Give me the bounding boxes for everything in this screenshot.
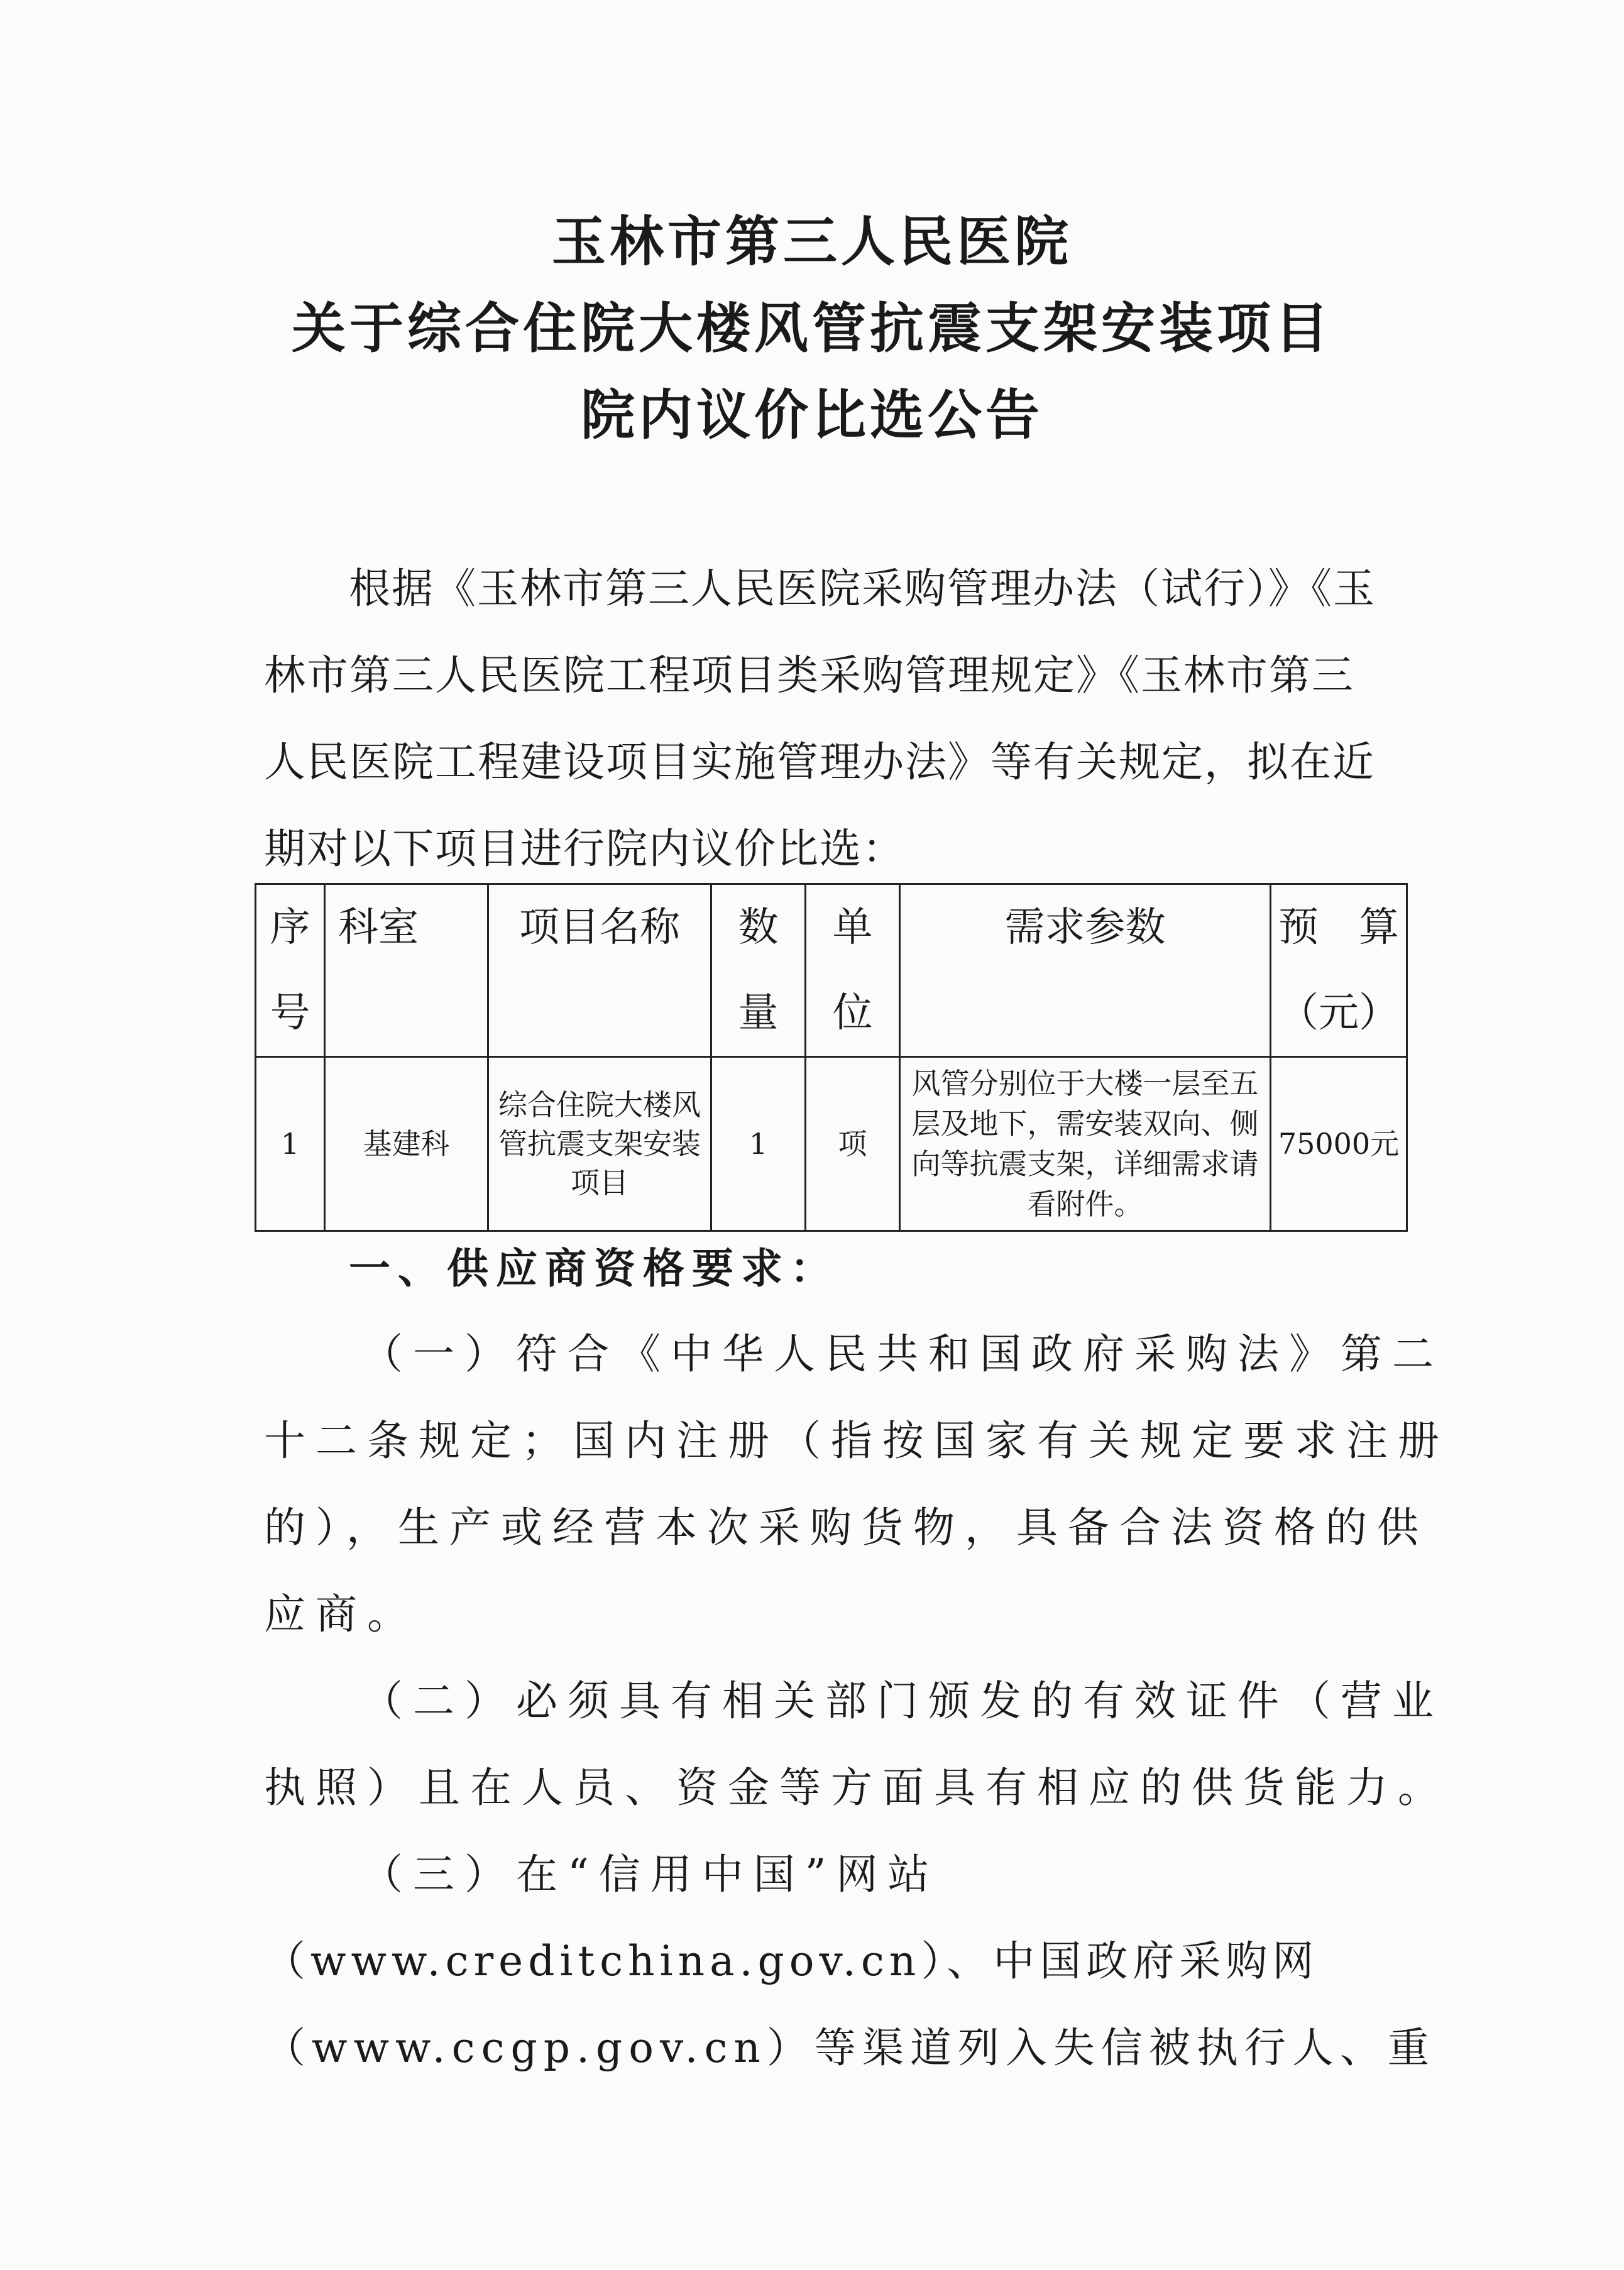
req2-line-1: （二）必须具有相关部门颁发的有效证件（营业 <box>361 1677 1444 1725</box>
header-budget: 预 算 （元） <box>1271 884 1407 1057</box>
header-dept: 科室 <box>325 884 488 1057</box>
cell-params: 风管分别位于大楼一层至五层及地下，需安装双向、侧向等抗震支架，详细需求请看附件。 <box>900 1057 1271 1231</box>
title-line-2: 关于综合住院大楼风管抗震支架安装项目 <box>292 297 1332 360</box>
project-table <box>255 883 1408 1232</box>
req3-line-2: （www.creditchina.gov.cn）、中国政府采购网 <box>264 1937 1319 1985</box>
intro-line-2: 林市第三人民医院工程项目类采购管理规定》《玉林市第三 <box>264 651 1354 699</box>
title-line-1: 玉林市第三人民医院 <box>552 210 1072 273</box>
cell-dept: 基建科 <box>325 1057 488 1231</box>
intro-line-1: 根据《玉林市第三人民医院采购管理办法（试行）》《玉 <box>349 564 1376 613</box>
table-row <box>256 1057 1407 1231</box>
cell-seq: 1 <box>256 1057 325 1231</box>
req1-line-1: （一）符合《中华人民共和国政府采购法》第二 <box>361 1330 1444 1378</box>
intro-line-4: 期对以下项目进行院内议价比选： <box>264 825 905 873</box>
req3-line-3: （www.ccgp.gov.cn）等渠道列入失信被执行人、重 <box>264 2024 1435 2072</box>
req1-line-4: 应商。 <box>264 1590 419 1638</box>
title-line-3: 院内议价比选公告 <box>581 383 1043 447</box>
cell-qty: 1 <box>711 1057 806 1231</box>
cell-name: 综合住院大楼风管抗震支架安装项目 <box>488 1057 711 1231</box>
table-header-row <box>256 884 1407 1057</box>
req1-line-2: 十二条规定；国内注册（指按国家有关规定要求注册 <box>264 1417 1449 1465</box>
cell-budget: 75000元 <box>1271 1057 1407 1231</box>
section-heading: 一、供应商资格要求： <box>349 1244 839 1293</box>
intro-line-3: 人民医院工程建设项目实施管理办法》等有关规定，拟在近 <box>264 738 1375 786</box>
req1-line-3: 的），生产或经营本次采购货物，具备合法资格的供 <box>264 1503 1429 1552</box>
header-unit: 单 位 <box>806 884 900 1057</box>
header-seq: 序 号 <box>256 884 325 1057</box>
req2-line-2: 执照）且在人员、资金等方面具有相应的供货能力。 <box>264 1763 1449 1812</box>
header-params: 需求参数 <box>900 884 1271 1057</box>
req3-line-1: （三）在“信用中国”网站 <box>361 1850 940 1899</box>
header-name: 项目名称 <box>488 884 711 1057</box>
header-qty: 数 量 <box>711 884 806 1057</box>
cell-unit: 项 <box>806 1057 900 1231</box>
